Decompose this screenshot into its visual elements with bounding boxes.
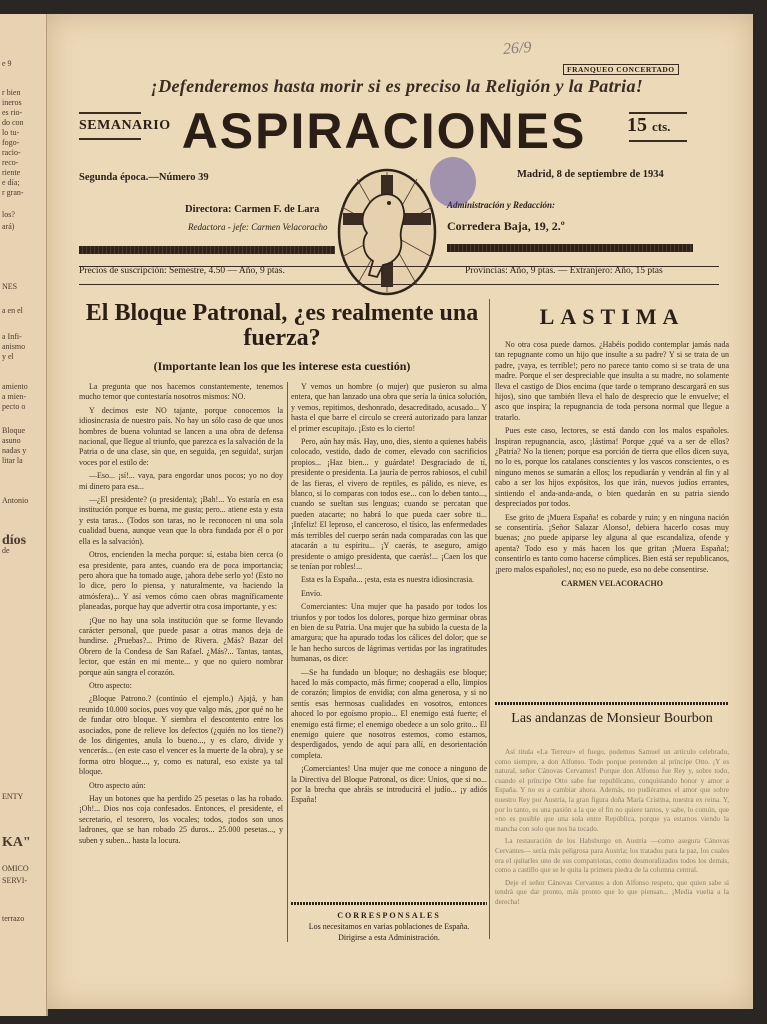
corresponsales-rule xyxy=(291,902,487,905)
semanario-rule-bottom xyxy=(79,138,141,140)
redactora-line: Redactora - jefe: Carmen Velacoracho xyxy=(188,222,328,232)
left-page-fragment: do con xyxy=(2,118,24,127)
price xyxy=(627,114,670,137)
left-page-fragment: terrazo xyxy=(2,914,25,923)
left-page-fragment: riente xyxy=(2,168,21,177)
lastima-signature: CARMEN VELACORACHO xyxy=(561,578,663,588)
corresponsales-title: CORRESPONSALES xyxy=(337,911,441,920)
left-page-fragment: r gran- xyxy=(2,188,24,197)
paragraph: Otro aspecto aún: xyxy=(89,780,146,790)
main-article-column-2 xyxy=(291,382,487,809)
semanario-label: SEMANARIO xyxy=(79,118,171,133)
handwritten-note: 26/9 xyxy=(502,39,532,58)
admin-label: Administración y Redacción: xyxy=(447,200,555,210)
corresponsales-text-b: Dirigirse a esta Administración. xyxy=(338,933,440,942)
paragraph: Pues este caso, lectores, se está dando con los malos españoles. Inspiran repugnancia, asco, ¡lástima! Porque ¿qué va a ser de ellos? ¿Patria? No la tienen; porque esa porción de tierra que ellos dicen suya, no lo es, porque los catalanes conscientes y los vascos conscientes, o es ninguno menos se sumarán a ellos; los repudiarán y vendrán al fin y al cabo a ser los hijos expósitos, los que irán, nuevos judíos errantes, sintiendo el anda-anda-anda, o bien quedarán en su patria siendo despreciados por todos. xyxy=(495,426,729,509)
lion-cross-emblem-icon xyxy=(337,167,437,297)
main-subheadline: (Importante lean los que les interese esta cuestión) xyxy=(153,359,411,373)
left-page-fragment: nadas y xyxy=(2,446,27,455)
paragraph: No otra cosa puede darnos. ¿Habéis podido contemplar jamás nada tan repugnante como un hijo que insulte a su padre? Y si se trata de un padre, ¡vaya, es terrible!; pero no parece tanto como si se trata de una madre. Porque el ser despreciable que insulta a su madre, no solamente lleva el castigo de Dios encima (que tarde o temprano descargará en sus hijos), sino que también lleva el halo de desprecio que le envuelve; el asco que inspira; la repugnancia de toda persona normal que llegue a tratarlo. xyxy=(495,340,729,422)
paragraph: ¡Comerciantes! Una mujer que me conoce a ninguno de la Directiva del Bloque Patronal, os dice: Unios, que si no... por la brecha que abráis se introducirá el judío... ¡y adiós España! xyxy=(291,764,487,805)
paragraph: Ese grito de ¡Muera España! es cobarde y ruin; y en ninguna nación se consentiría. ¡Señor Salazar Alonso!, debiera hacerlo cosas muy buenas; ¿no puede apiparse ley alguna al que escandaliza, ofende y apenta? Todo eso y más hacen los que gritan ¡Muera España!; consentirlo es tanto como hacerse cómplices. Bien está ser republicanos, ¡pero malos españoles!, no; eso no puede, eso no debe consentirse. xyxy=(495,512,729,574)
column-divider-2 xyxy=(489,299,490,939)
paragraph: La restauración de los Habsburgo en Austria —como asegura Cánovas Cervantes— sería más peligrosa para Austria; los tratados para la paz, los cuales era el quitarles uno de sus compatriotas, como desmoralizados todos los demás, como a castillo que se le quita la primera piedra de la columna central. xyxy=(495,837,729,875)
section-separator xyxy=(495,702,729,705)
motto: ¡Defenderemos hasta morir si es preciso la Religión y la Patria! xyxy=(150,76,644,96)
subscription-abroad: Extranjero: Año, 15 ptas xyxy=(569,266,663,276)
left-page-fragment: e 9 xyxy=(2,59,12,68)
left-page-fragment: litar la xyxy=(2,456,23,465)
left-page-fragment: a Infi- xyxy=(2,332,22,341)
header-bar-right xyxy=(447,244,693,252)
left-page-fragment: reco- xyxy=(2,158,19,167)
left-page-fragment: SERVI- xyxy=(2,876,28,885)
subscription-left: Precios de suscripción: Semestre, 4.50 — Año, 9 ptas. xyxy=(79,266,285,276)
left-page-fragment: KA" xyxy=(2,835,31,850)
left-page-fragment: ENTY xyxy=(2,792,24,801)
semanario-rule-top xyxy=(79,112,141,114)
issue-date: Madrid, 8 de septiembre de 1934 xyxy=(517,169,664,180)
left-page-fragment: r bien xyxy=(2,88,21,97)
paragraph: Y vemos un hombre (o mujer) que pusieron su alma entera, que han lanzado una obra que sería la única solución, y vemos, repitimos, deshonrado, desacreditado, acusado... Y hasta el que barre el circulo se creerá autorizado para lanzar el primer escupitajo. ¡Esto es lo cierto! xyxy=(291,382,487,433)
left-page-fragment: lo tu- xyxy=(2,128,20,137)
paragraph: Y decimos este NO tajante, porque conocemos la idiosincrasia de nuestro país. No hay un sólo caso de que unos hombres de buena voluntad se lancen a una obra de defensa nacional, que llegue al triunfo, que parezca es la salvación de la Patria o de una clase, sin que, en seguida, ¡en seguida!, surjan voces por el estilo de: xyxy=(79,405,283,467)
paragraph: ¿Bloque Patrono.? (continúo el ejemplo.) Ajajá, y han reunido 10.000 socios, pues voy que valgo más, ¿por qué no he de fundar otro bloque. Y siembra el descontento entre los asociados, pone de relieve los defectos (¿quién no los tiene?) de los dirigentes, anula lo bueno..., y es claro, divide y vencerás... (en este caso el vencer es la muerte de la obra), y se forma otro bloque..., y, como es natural, eso existe ya tal bloque. xyxy=(79,694,283,777)
monsieur-headline: Las andanzas de Monsieur Bourbon xyxy=(511,711,713,726)
paragraph: —¿El presidente? (o presidenta); ¡Bah!... Yo estaría en esa institución porque es buena, me gusta; pero... atiene esta y esta y esta taras... (Todos son taras, no le reconocen ni una sola cualidad buena, aunque vean que la obra fundada por él o por ella es la salvación). xyxy=(79,495,283,546)
header-bar-left xyxy=(79,246,335,254)
paragraph: —Eso... ¡sí!... vaya, para engordar unos pocos; yo no doy mi dinero para esa... xyxy=(79,471,283,491)
paragraph: Pero, aún hay más. Hay, uno, dies, siento a quienes habéis colocado, vestido, dado de comer, elevado con sacrificios propios... ¡Haz bien... y guárdate! Desgraciado de tí, presidente o presidenta. La jauría de perros rabiosos, el cubil de las fieras, el vivero de reptiles, es pálido, es nieve, es blanco, si lo comparas con todos ese... con lo deben tanto..., cuando se sueltan sus lenguas; cuando se percatan que pueden atacarte; no habrá lo que pueda caer sobre ti... ¡Infeliz! El leproso, el canceroso, el tísico, las enfermedades más terribles del cuerpo serán nada comparadas con las que atacarán a tu espíritu... ¡Y caerás, te aseguro, amigo presidente o amigo presidenta, que caerás!... ¡Caen los que se tenían por robles!... xyxy=(291,437,487,571)
newspaper-page xyxy=(47,14,753,1009)
adjacent-page-edge xyxy=(0,14,48,1016)
left-page-fragment: y el xyxy=(2,352,14,361)
paragraph: ¡Que no hay una sola institución que se forme llevando carácter personal, que puede pasar a otras manos deja de hundirse. ¿Pruebas?... Primo de Rivera. ¿Más? Bazar del Obrero de la Condesa de San Rafael. ¿Más?... Tantas, tantas, lector, que están en mi mente... y que no quiero nombrar porque aún sangra el corazón. xyxy=(79,615,283,677)
price-value: 15 xyxy=(627,114,647,136)
paragraph: Hay un botones que ha perdido 25 pesetas o las ha robado. ¡Oh!... Dios nos coja confesados. Entonces, el presidente, el secretario, el tesorero, los vocales; todos, ¡todos son unos ladrones, que se han robado 25 duros... 25.000 pesetas..., y suben y suben... hasta la locura. xyxy=(79,794,283,845)
header-divider-bottom xyxy=(79,284,719,285)
admin-address: Corredera Baja, 19, 2.º xyxy=(447,219,565,233)
paragraph: Comerciantes: Una mujer que ha pasado por todos los triunfos y por todos los dolores, porque hizo germinar obras en bien de su Patria. Una mujer que ha subido la cuesta de la amargura; que ha apurado todas los cálices del dolor; que se le han hecho surcos de lágrimas vertidas por las ingratitudes humanas, os dice: xyxy=(291,602,487,664)
masthead-title: ASPIRACIONES xyxy=(181,103,587,159)
left-page-fragment: a en el xyxy=(2,306,23,315)
left-page-fragment: NES xyxy=(2,282,18,291)
main-headline: El Bloque Patronal, ¿es realmente una fuerza? xyxy=(85,300,479,351)
monsieur-article-body xyxy=(495,748,729,911)
left-page-fragment: de xyxy=(2,546,10,555)
paragraph: Envío. xyxy=(301,588,323,598)
lastima-headline: LASTIMA xyxy=(539,304,685,329)
left-page-fragment: ará) xyxy=(2,222,15,231)
paragraph: Deje el señor Cánovas Cervantes a don Alfonso respeto, que quien sabe si tendrá que dar pronto, más pronto que lo que piensan... ¡Media vuelta a la derecha! xyxy=(495,878,729,906)
left-page-fragment: Bloque xyxy=(2,426,26,435)
subscription-provinces: Provincias: Año, 9 ptas. xyxy=(465,266,556,276)
price-rule-bottom xyxy=(629,140,687,142)
director-line: Directora: Carmen F. de Lara xyxy=(185,204,320,215)
paragraph: La pregunta que nos hacemos constantemente, tenemos mucho temor que contestaría nosotros mismos: NO. xyxy=(79,382,283,402)
left-page-fragment: anismo xyxy=(2,342,26,351)
left-page-fragment: racio- xyxy=(2,148,21,157)
paragraph: Esta es la España... ¡esta, esta es nuestra idiosincrasia. xyxy=(301,575,475,585)
paragraph: Otro aspecto: xyxy=(89,680,132,690)
subscription-year: Año, 9 ptas. xyxy=(238,266,285,276)
library-stamp xyxy=(430,157,476,207)
franqueo-label: FRANQUEO CONCERTADO xyxy=(563,64,679,75)
price-unit: cts. xyxy=(652,119,671,134)
subscription-right: Provincias: Año, 9 ptas. — Extranjero: Año, 15 ptas xyxy=(465,266,663,276)
corresponsales-text-a: Los necesitamos en varias poblaciones de España. xyxy=(308,922,470,931)
left-page-fragment: fogo- xyxy=(2,138,20,147)
left-page-fragment: OMICO xyxy=(2,864,29,873)
left-page-fragment: díos xyxy=(2,533,27,548)
paragraph: Así titula «La Terreur» el fuego, podemos Samuel un artículo celebrado, como siempre, a don Alfonso. Todo porque pretenden al príncipe Otto. ¡Y es natural, señor Cánovas Cervantes! Porque don Alfonso fue Rey y, sobre todo, cuando el príncipe Otto sabe fue republicano, conquistando honor y amor a España. Y no es a cambiar ahora. Además, no pudiéramos el amor que sobre nuestro Rey por Austria, la gran figura doña María Cristina, nuestra ex reina. Y, por lo tanto, es una pasión a la que el fin no quiere tantos, y sabe, lo común, que «no es posible que una sola entre República, porque ya estamos viendo la mancha con solo que nos ha tocado. xyxy=(495,748,729,833)
left-page-fragment: pecto o xyxy=(2,402,26,411)
subscription-semester: Precios de suscripción: Semestre, 4.50 xyxy=(79,266,226,276)
left-page-fragment: los? xyxy=(2,210,15,219)
left-page-fragment: es rio- xyxy=(2,108,23,117)
left-page-fragment: Antonio xyxy=(2,496,29,505)
epoch-number: Segunda época.—Número 39 xyxy=(79,172,209,183)
left-page-fragment: a mien- xyxy=(2,392,27,401)
left-page-fragment: ineros xyxy=(2,98,22,107)
left-page-fragment: amiento xyxy=(2,382,28,391)
lastima-article-body xyxy=(495,340,729,592)
corresponsales-box xyxy=(291,910,487,943)
main-article-column-1 xyxy=(79,382,283,849)
column-divider-1 xyxy=(287,382,288,942)
left-page-fragment: asuno xyxy=(2,436,21,445)
paragraph: —Se ha fundado un bloque; no deshagáis ese bloque; haced lo más compacto, más firme; cooperad a ello, limpios de corazón; limpios de envidia; con alma generosa, y si no sentís esas hermosas cualidades en vosotros, entonces ahoced lo por egoísmo propio... El enemigo está fuerte; el enemigo está firme; el enemigo obedece a un solo grito... El enemigo quiere que nosotros estemos, como estamos, desperdigados, yendo de aquí para allí, en desorientación completa. xyxy=(291,667,487,760)
left-page-fragment: e día; xyxy=(2,178,20,187)
paragraph: Otros, encienden la mecha porque: sí, estaba bien cerca (o esa presidente, para antes, cuando era de poca importancia; pero ahora que ha tomado auge, ¡ahora debe serlo yo! (Esto no lo dice, pero lo piensa, y naturalmente, va haciendo la atmósfera)... Y así vemos cómo caen obras magníficamente planeadas, porque hay que advertir otra cosa importante, y es: xyxy=(79,550,283,612)
